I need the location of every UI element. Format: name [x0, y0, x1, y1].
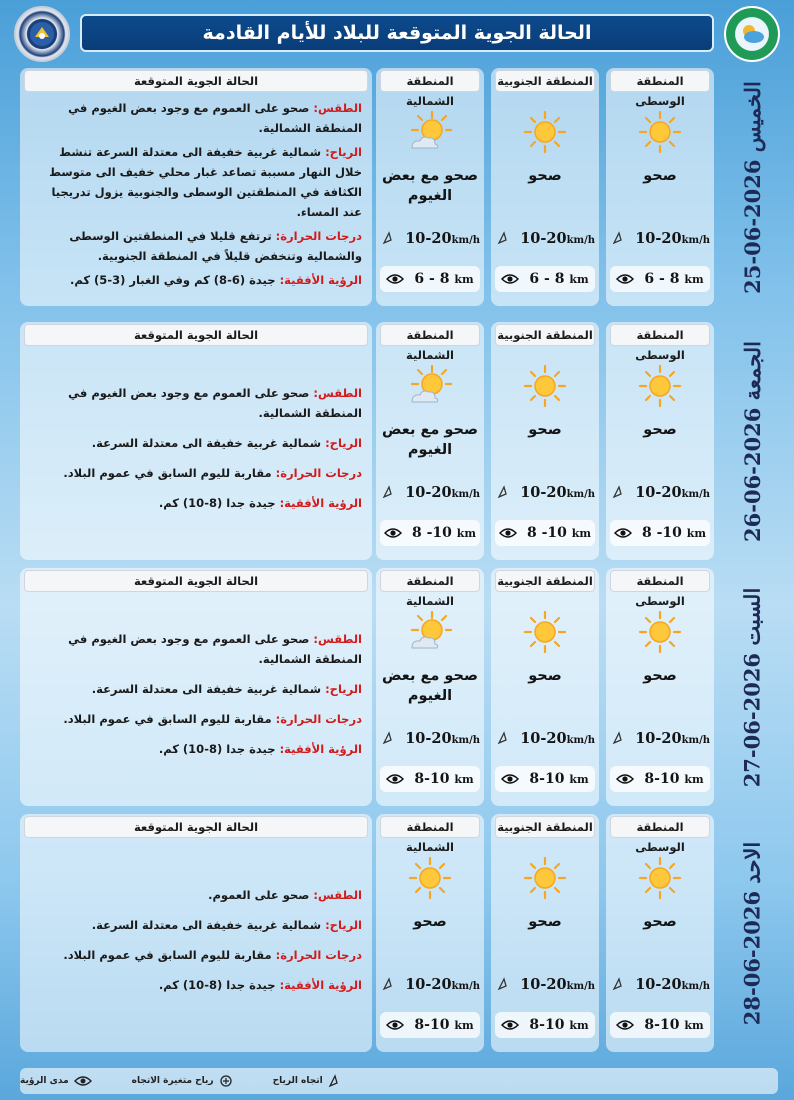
visibility-unit: km	[686, 527, 707, 540]
wind-speed-value: 10-20	[520, 729, 567, 747]
weather-condition: صحو	[643, 422, 677, 438]
wind-speed	[612, 226, 710, 250]
wind-speed	[497, 480, 595, 504]
region-card-south	[491, 814, 599, 1052]
region-card-north	[376, 568, 484, 806]
wind-text: شمالية غربية خفيفة الى معتدلة السرعة.	[91, 682, 322, 696]
wind-direction-icon	[382, 731, 396, 745]
visibility-line	[30, 493, 362, 513]
wind-text: شمالية غربية خفيفة الى معتدلة السرعة.	[91, 918, 322, 932]
visibility-text: جيدة جدا (8-10) كم.	[158, 496, 276, 510]
region-card-north	[376, 68, 484, 306]
day-date-column	[726, 68, 778, 306]
temperature-label: درجات الحرارة:	[275, 712, 362, 726]
wind-direction-icon	[497, 231, 511, 245]
legend	[20, 1068, 778, 1094]
visibility-value: 8 -10	[411, 525, 452, 541]
forecast-description	[20, 322, 372, 560]
visibility-range	[610, 266, 710, 292]
wind-line	[30, 679, 362, 699]
visibility-unit: km	[571, 527, 592, 540]
legend-variable-wind-label: رياح متغيرة الاتجاه	[131, 1076, 214, 1086]
visibility-value: 8-10	[414, 771, 450, 787]
eye-icon	[499, 527, 517, 539]
forecast-description	[20, 68, 372, 306]
wind-speed	[497, 726, 595, 750]
wind-direction-icon	[612, 731, 626, 745]
weather-text: صحو على العموم مع وجود بعض الغيوم في المنطقة الشمالية.	[68, 386, 362, 420]
forecast-description	[20, 568, 372, 806]
wind-label: الرياح:	[325, 918, 362, 932]
wind-speed-value: 10-20	[635, 975, 682, 993]
wind-line	[30, 433, 362, 453]
wind-direction-icon	[382, 485, 396, 499]
temperature-line	[30, 463, 362, 483]
visibility-line	[30, 739, 362, 759]
wind-line	[30, 915, 362, 935]
eye-icon	[384, 527, 402, 539]
forecast-text	[30, 98, 362, 300]
weather-condition: صحو مع بعض الغيوم	[382, 422, 478, 458]
region-card-south	[491, 68, 599, 306]
region-card-south	[491, 322, 599, 560]
weather-label: الطقس:	[313, 888, 362, 902]
eye-icon	[74, 1075, 92, 1087]
visibility-value: 6 - 8	[644, 271, 680, 287]
visibility-text: جيدة (6-8) كم وفي الغبار (3-5) كم.	[69, 273, 276, 287]
wind-speed-unit: km/h	[451, 234, 480, 246]
wind-speed-unit: km/h	[681, 234, 710, 246]
region-title: المنطقة الجنوبية	[495, 816, 595, 838]
wind-speed-value: 10-20	[635, 229, 682, 247]
weather-line	[30, 383, 362, 423]
day-date: السبت 2026-06-27	[739, 587, 765, 787]
visibility-range	[610, 1012, 710, 1038]
region-card-north	[376, 322, 484, 560]
visibility-label: الرؤية الأفقية:	[279, 496, 362, 510]
visibility-range	[610, 766, 710, 792]
visibility-line	[30, 975, 362, 995]
visibility-range	[495, 1012, 595, 1038]
visibility-range	[495, 766, 595, 792]
eye-icon	[386, 1019, 404, 1031]
temperature-line	[30, 226, 362, 266]
region-card-south	[491, 568, 599, 806]
forecast-title: الحالة الجوية المتوقعة	[24, 816, 368, 838]
weather-condition: صحو	[528, 422, 562, 438]
weather-line	[30, 885, 362, 905]
eye-icon	[501, 273, 519, 285]
visibility-range	[380, 766, 480, 792]
temperature-label: درجات الحرارة:	[275, 948, 362, 962]
wind-speed-value: 10-20	[520, 483, 567, 501]
wind-speed-unit: km/h	[566, 734, 595, 746]
visibility-value: 8 -10	[526, 525, 567, 541]
wind-speed-unit: km/h	[681, 980, 710, 992]
wind-speed-unit: km/h	[451, 734, 480, 746]
wind-label: الرياح:	[325, 682, 362, 696]
visibility-range	[495, 520, 595, 546]
forecast-title: الحالة الجوية المتوقعة	[24, 70, 368, 92]
wind-direction-icon	[497, 731, 511, 745]
eye-icon	[616, 273, 634, 285]
visibility-value: 8-10	[529, 1017, 565, 1033]
wind-speed-value: 10-20	[405, 483, 452, 501]
wind-speed	[497, 226, 595, 250]
eye-icon	[501, 1019, 519, 1031]
region-title: المنطقة الوسطى	[610, 70, 710, 92]
forecast-title: الحالة الجوية المتوقعة	[24, 570, 368, 592]
region-card-north	[376, 814, 484, 1052]
wind-direction-icon	[382, 231, 396, 245]
region-title: المنطقة الشمالية	[380, 816, 480, 838]
forecast-text	[30, 598, 362, 800]
wind-speed-unit: km/h	[566, 980, 595, 992]
weather-label: الطقس:	[313, 101, 362, 115]
wind-text: شمالية غربية خفيفة الى معتدلة السرعة تنشط خلال النهار مسببة تصاعد غبار محلي خفيف الى متوسط الكثافة في المنطقتين الوسطى والجنوبية يزول تدريجيا عند المساء.	[49, 145, 362, 219]
weather-condition: صحو	[643, 168, 677, 184]
forecast-day	[20, 68, 778, 306]
visibility-label: الرؤية الأفقية:	[279, 273, 362, 287]
legend-variable-wind	[132, 1074, 233, 1088]
temperature-text: مقاربة لليوم السابق في عموم البلاد.	[63, 466, 272, 480]
visibility-unit: km	[454, 773, 474, 786]
weather-label: الطقس:	[313, 386, 362, 400]
visibility-unit: km	[684, 1019, 704, 1032]
visibility-line	[30, 270, 362, 290]
temperature-line	[30, 945, 362, 965]
visibility-range	[380, 266, 480, 292]
day-date-column	[726, 568, 778, 806]
day-date: الخميس 2026-06-25	[739, 80, 765, 294]
wind-speed	[382, 972, 480, 996]
visibility-value: 8-10	[644, 771, 680, 787]
forecast-day	[20, 568, 778, 806]
region-title: المنطقة الجنوبية	[495, 570, 595, 592]
region-title: المنطقة الجنوبية	[495, 324, 595, 346]
wind-speed-unit: km/h	[566, 234, 595, 246]
weather-condition: صحو	[528, 914, 562, 930]
visibility-unit: km	[684, 273, 704, 286]
wind-speed	[612, 726, 710, 750]
wind-label: الرياح:	[325, 145, 362, 159]
wind-speed-value: 10-20	[405, 229, 452, 247]
wind-direction-icon	[612, 485, 626, 499]
visibility-value: 8-10	[414, 1017, 450, 1033]
region-title: المنطقة الشمالية	[380, 570, 480, 592]
wind-speed-value: 10-20	[520, 229, 567, 247]
region-title: المنطقة الشمالية	[380, 324, 480, 346]
wind-direction-icon	[328, 1074, 342, 1088]
wind-speed-value: 10-20	[635, 729, 682, 747]
visibility-value: 6 - 8	[529, 271, 565, 287]
eye-icon	[616, 773, 634, 785]
forecast-text	[30, 844, 362, 1046]
weather-text: صحو على العموم.	[208, 888, 310, 902]
wind-direction-icon	[382, 977, 396, 991]
wind-speed	[382, 226, 480, 250]
temperature-label: درجات الحرارة:	[275, 229, 362, 243]
day-date: الاحد 2026-06-28	[739, 841, 765, 1025]
visibility-value: 8 -10	[641, 525, 682, 541]
region-title: المنطقة الشمالية	[380, 70, 480, 92]
region-title: المنطقة الجنوبية	[495, 70, 595, 92]
weather-condition: صحو	[528, 168, 562, 184]
region-card-center	[606, 68, 714, 306]
wind-label: الرياح:	[325, 436, 362, 450]
visibility-value: 8-10	[529, 771, 565, 787]
visibility-label: الرؤية الأفقية:	[279, 978, 362, 992]
wind-speed-value: 10-20	[635, 483, 682, 501]
visibility-unit: km	[569, 1019, 589, 1032]
wind-speed-unit: km/h	[681, 734, 710, 746]
temperature-line	[30, 709, 362, 729]
visibility-unit: km	[454, 1019, 474, 1032]
legend-visibility-label: مدى الرؤية	[20, 1076, 69, 1086]
eye-icon	[616, 1019, 634, 1031]
weather-condition: صحو	[413, 914, 447, 930]
page-title: الحالة الجوية المتوقعة للبلاد للأيام القادمة	[80, 14, 714, 52]
wind-speed	[382, 726, 480, 750]
wind-speed	[497, 972, 595, 996]
weather-label: الطقس:	[313, 632, 362, 646]
visibility-unit: km	[569, 273, 589, 286]
region-card-center	[606, 814, 714, 1052]
visibility-value: 8-10	[644, 1017, 680, 1033]
legend-wind-direction-label: اتجاه الرياح	[272, 1076, 323, 1086]
wind-speed-unit: km/h	[681, 488, 710, 500]
weather-line	[30, 629, 362, 669]
forecast-day	[20, 814, 778, 1052]
wind-speed-value: 10-20	[405, 975, 452, 993]
variable-wind-icon	[219, 1074, 233, 1088]
legend-wind-direction	[273, 1074, 342, 1088]
visibility-range	[380, 520, 480, 546]
visibility-range	[380, 1012, 480, 1038]
wind-line	[30, 142, 362, 222]
eye-icon	[386, 273, 404, 285]
wind-speed-unit: km/h	[451, 488, 480, 500]
region-title: المنطقة الوسطى	[610, 324, 710, 346]
wind-speed	[612, 480, 710, 504]
wind-direction-icon	[497, 485, 511, 499]
forecast-day	[20, 322, 778, 560]
visibility-range	[610, 520, 710, 546]
weather-condition: صحو مع بعض الغيوم	[382, 668, 478, 704]
region-title: المنطقة الوسطى	[610, 816, 710, 838]
legend-visibility	[20, 1075, 92, 1087]
temperature-text: ترتفع قليلا في المنطقتين الوسطى والشمالية وتنخفض قليلاً في المنطقة الجنوبية.	[69, 229, 362, 263]
weather-text: صحو على العموم مع وجود بعض الغيوم في المنطقة الشمالية.	[68, 101, 362, 135]
weather-condition: صحو	[643, 668, 677, 684]
forecast-description	[20, 814, 372, 1052]
wind-direction-icon	[497, 977, 511, 991]
weather-condition: صحو	[528, 668, 562, 684]
ministry-logo	[724, 6, 780, 62]
weather-line	[30, 98, 362, 138]
weather-condition: صحو مع بعض الغيوم	[382, 168, 478, 204]
meteorological-organization-logo	[14, 6, 70, 62]
wind-speed	[612, 972, 710, 996]
wind-speed-unit: km/h	[566, 488, 595, 500]
visibility-unit: km	[454, 273, 474, 286]
wind-speed-value: 10-20	[520, 975, 567, 993]
visibility-label: الرؤية الأفقية:	[279, 742, 362, 756]
visibility-unit: km	[569, 773, 589, 786]
wind-direction-icon	[612, 977, 626, 991]
visibility-unit: km	[684, 773, 704, 786]
wind-speed	[382, 480, 480, 504]
wind-direction-icon	[612, 231, 626, 245]
eye-icon	[614, 527, 632, 539]
wind-text: شمالية غربية خفيفة الى معتدلة السرعة.	[91, 436, 322, 450]
visibility-value: 6 - 8	[414, 271, 450, 287]
eye-icon	[501, 773, 519, 785]
visibility-range	[495, 266, 595, 292]
wind-speed-value: 10-20	[405, 729, 452, 747]
temperature-text: مقاربة لليوم السابق في عموم البلاد.	[63, 948, 272, 962]
region-card-center	[606, 568, 714, 806]
wind-speed-unit: km/h	[451, 980, 480, 992]
temperature-label: درجات الحرارة:	[275, 466, 362, 480]
day-date-column	[726, 322, 778, 560]
weather-text: صحو على العموم مع وجود بعض الغيوم في المنطقة الشمالية.	[68, 632, 362, 666]
visibility-text: جيدة جدا (8-10) كم.	[158, 978, 276, 992]
visibility-unit: km	[456, 527, 477, 540]
day-date: الجمعة 2026-06-26	[739, 340, 765, 542]
temperature-text: مقاربة لليوم السابق في عموم البلاد.	[63, 712, 272, 726]
forecast-title: الحالة الجوية المتوقعة	[24, 324, 368, 346]
weather-condition: صحو	[643, 914, 677, 930]
day-date-column	[726, 814, 778, 1052]
forecast-text	[30, 352, 362, 554]
region-card-center	[606, 322, 714, 560]
region-title: المنطقة الوسطى	[610, 570, 710, 592]
eye-icon	[386, 773, 404, 785]
visibility-text: جيدة جدا (8-10) كم.	[158, 742, 276, 756]
